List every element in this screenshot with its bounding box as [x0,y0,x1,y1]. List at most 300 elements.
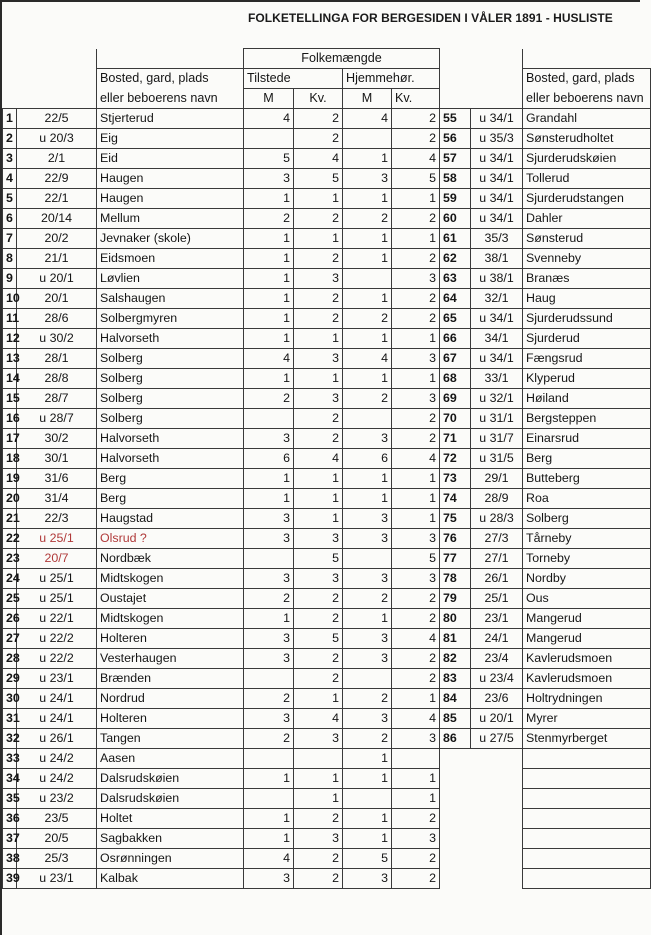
empty-name-cell [523,769,651,789]
property-ref: 28/9 [471,489,523,509]
property-ref: u 31/7 [471,429,523,449]
present-male: 1 [244,489,294,509]
resident-male: 2 [343,209,392,229]
place-name: Myrer [523,709,651,729]
present-male [244,789,294,809]
property-ref: u 27/5 [471,729,523,749]
property-ref: u 34/1 [471,309,523,329]
empty-cell [471,769,523,789]
row-number: 34 [3,769,17,789]
resident-male: 3 [343,629,392,649]
table-row [3,669,651,689]
property-ref: 31/6 [17,469,97,489]
property-ref: 27/3 [471,529,523,549]
property-ref: 2/1 [17,149,97,169]
present-female: 1 [294,689,343,709]
present-female: 2 [294,809,343,829]
present-female: 2 [294,309,343,329]
resident-female: 1 [392,189,440,209]
resident-male: 1 [343,489,392,509]
row-number: 86 [440,729,471,749]
present-male: 2 [244,689,294,709]
empty-cell [440,789,471,809]
property-ref: 24/1 [471,629,523,649]
present-male: 3 [244,649,294,669]
row-number: 79 [440,589,471,609]
place-name: Nordby [523,569,651,589]
resident-female: 4 [392,629,440,649]
row-number: 1 [3,109,17,129]
property-ref: u 35/3 [471,129,523,149]
present-male: 3 [244,709,294,729]
property-ref: 25/1 [471,589,523,609]
present-male: 1 [244,469,294,489]
property-ref: 22/3 [17,509,97,529]
resident-male: 1 [343,189,392,209]
table-row [3,849,651,869]
property-ref: u 24/1 [17,709,97,729]
table-row [3,569,651,589]
row-number: 29 [3,669,17,689]
row-number: 76 [440,529,471,549]
table-row [3,409,651,429]
empty-cell [471,749,523,769]
empty-cell [471,809,523,829]
table-row [3,689,651,709]
place-name: Kalbak [97,869,244,889]
property-ref: u 34/1 [471,109,523,129]
place-name: Nordbæk [97,549,244,569]
place-name: Holteren [97,629,244,649]
resident-female: 2 [392,809,440,829]
empty-name-cell [523,789,651,809]
present-female: 1 [294,189,343,209]
place-name: Solberg [97,369,244,389]
property-ref: 28/8 [17,369,97,389]
place-name: Haugstad [97,509,244,529]
property-ref: 22/9 [17,169,97,189]
property-ref: u 30/2 [17,329,97,349]
place-name: Haugen [97,189,244,209]
resident-female: 4 [392,449,440,469]
resident-female: 2 [392,589,440,609]
resident-female: 1 [392,769,440,789]
property-ref: u 23/4 [471,669,523,689]
present-male: 1 [244,329,294,349]
table-row [3,749,651,769]
resident-male: 1 [343,809,392,829]
row-number: 80 [440,609,471,629]
empty-name-cell [523,749,651,769]
resident-male: 1 [343,469,392,489]
resident-female: 5 [392,169,440,189]
present-male: 3 [244,509,294,529]
present-male: 1 [244,289,294,309]
row-number: 23 [3,549,17,569]
table-row [3,149,651,169]
place-name: Berg [97,469,244,489]
resident-female: 4 [392,709,440,729]
table-row [3,789,651,809]
place-name: Holteren [97,709,244,729]
property-ref: 38/1 [471,249,523,269]
present-female: 4 [294,149,343,169]
resident-male [343,549,392,569]
property-ref: u 34/1 [471,189,523,209]
empty-name-cell [523,869,651,889]
resident-male: 1 [343,369,392,389]
resident-male: 3 [343,649,392,669]
resident-male: 3 [343,509,392,529]
table-body [3,49,651,889]
table-row [3,609,651,629]
property-ref: u 32/1 [471,389,523,409]
place-name: Haug [523,289,651,309]
place-name: Eidsmoen [97,249,244,269]
row-number: 14 [3,369,17,389]
present-female: 2 [294,649,343,669]
row-number: 75 [440,509,471,529]
empty-cell [440,849,471,869]
present-female: 2 [294,849,343,869]
resident-female: 1 [392,229,440,249]
present-female: 3 [294,829,343,849]
place-name: Sønsterud [523,229,651,249]
property-ref: 28/7 [17,389,97,409]
place-name: Sjurderudssund [523,309,651,329]
property-ref: 20/2 [17,229,97,249]
row-number: 71 [440,429,471,449]
place-name: Holtet [97,809,244,829]
present-female: 1 [294,369,343,389]
table-row [3,709,651,729]
place-name: Sønsterudholtet [523,129,651,149]
table-row [3,529,651,549]
property-ref: u 28/3 [471,509,523,529]
place-name: Roa [523,489,651,509]
place-name: Dahler [523,209,651,229]
header-row-1 [3,49,651,69]
resident-male: 5 [343,849,392,869]
place-name: Butteberg [523,469,651,489]
present-male: 6 [244,449,294,469]
resident-male: 2 [343,589,392,609]
row-number: 26 [3,609,17,629]
property-ref: u 31/1 [471,409,523,429]
empty-name-cell [523,849,651,869]
place-name: Midtskogen [97,569,244,589]
present-female: 5 [294,549,343,569]
place-name: Tårneby [523,529,651,549]
row-number: 67 [440,349,471,369]
table-row [3,629,651,649]
property-ref: u 34/1 [471,169,523,189]
row-number: 81 [440,629,471,649]
property-ref: u 23/1 [17,869,97,889]
present-male: 4 [244,349,294,369]
place-name: Mellum [97,209,244,229]
row-number: 8 [3,249,17,269]
property-ref: u 20/3 [17,129,97,149]
property-ref: u 34/1 [471,149,523,169]
household-table [2,48,651,889]
table-row [3,469,651,489]
resident-female: 2 [392,409,440,429]
present-male [244,409,294,429]
row-number: 3 [3,149,17,169]
property-ref: 29/1 [471,469,523,489]
place-name: Branæs [523,269,651,289]
present-male: 2 [244,209,294,229]
row-number: 25 [3,589,17,609]
table-row [3,349,651,369]
place-name: Solberg [97,409,244,429]
present-female: 5 [294,629,343,649]
place-name: Sjurderudskøien [523,149,651,169]
row-number: 36 [3,809,17,829]
resident-male [343,789,392,809]
property-ref: u 25/1 [17,529,97,549]
present-male: 1 [244,369,294,389]
row-number: 4 [3,169,17,189]
place-name: Solberg [97,389,244,409]
present-female: 1 [294,509,343,529]
resident-male: 1 [343,249,392,269]
folkemaengde-header: Folkemængde [244,49,440,69]
tilstede-header: Tilstede [244,69,343,89]
place-name: Midtskogen [97,609,244,629]
row-number: 64 [440,289,471,309]
row-number: 66 [440,329,471,349]
document-title: FOLKETELLINGA FOR BERGESIDEN I VÅLER 1891 - HUSLISTE [248,11,613,25]
resident-female: 2 [392,609,440,629]
present-female: 1 [294,229,343,249]
row-number: 85 [440,709,471,729]
table-row [3,129,651,149]
table-row [3,249,651,269]
place-name: Einarsrud [523,429,651,449]
property-ref: 30/2 [17,429,97,449]
resident-female: 1 [392,789,440,809]
row-number: 72 [440,449,471,469]
place-name: Holtrydningen [523,689,651,709]
row-number: 38 [3,849,17,869]
table-row [3,489,651,509]
place-name: Dalsrudskøien [97,769,244,789]
property-ref: 28/1 [17,349,97,369]
place-name: Stenmyrberget [523,729,651,749]
resident-male: 6 [343,449,392,469]
property-ref: u 28/7 [17,409,97,429]
property-ref: 20/5 [17,829,97,849]
table-row [3,549,651,569]
row-number: 57 [440,149,471,169]
row-number: 20 [3,489,17,509]
place-name: Torneby [523,549,651,569]
resident-female: 3 [392,269,440,289]
present-male: 1 [244,309,294,329]
property-ref: u 38/1 [471,269,523,289]
header-row-2 [3,69,651,89]
place-name: Solberg [97,349,244,369]
place-name: Salshaugen [97,289,244,309]
place-name: Jevnaker (skole) [97,229,244,249]
present-female: 2 [294,249,343,269]
property-ref: 20/7 [17,549,97,569]
row-number: 74 [440,489,471,509]
empty-name-cell [523,809,651,829]
resident-female: 1 [392,469,440,489]
empty-cell [471,849,523,869]
resident-male: 1 [343,769,392,789]
resident-male: 1 [343,229,392,249]
place-name: Eid [97,149,244,169]
row-number: 59 [440,189,471,209]
row-number: 69 [440,389,471,409]
present-male [244,129,294,149]
place-name: Tangen [97,729,244,749]
place-name: Halvorseth [97,329,244,349]
property-ref: 21/1 [17,249,97,269]
table-row [3,869,651,889]
table-row [3,289,651,309]
property-ref: 26/1 [471,569,523,589]
row-number: 27 [3,629,17,649]
place-name: Solberg [523,509,651,529]
table-row [3,729,651,749]
hjemmehor-m-header: M [343,89,392,109]
row-number: 11 [3,309,17,329]
present-female [294,749,343,769]
resident-female: 2 [392,249,440,269]
present-female: 3 [294,349,343,369]
place-name: Kavlerudsmoen [523,669,651,689]
property-ref: 23/1 [471,609,523,629]
present-female: 2 [294,589,343,609]
place-name: Fængsrud [523,349,651,369]
place-name: Sagbakken [97,829,244,849]
place-name: Høiland [523,389,651,409]
table-row [3,829,651,849]
present-male: 2 [244,589,294,609]
place-name: Mangerud [523,609,651,629]
present-male: 3 [244,429,294,449]
empty-name-cell [523,829,651,849]
table-row [3,809,651,829]
place-name: Løvlien [97,269,244,289]
place-name: Kavlerudsmoen [523,649,651,669]
resident-female: 1 [392,369,440,389]
resident-female: 3 [392,529,440,549]
property-ref: 32/1 [471,289,523,309]
property-ref: u 20/1 [471,709,523,729]
place-name: Halvorseth [97,449,244,469]
resident-male: 1 [343,289,392,309]
place-name: Bergsteppen [523,409,651,429]
resident-female: 2 [392,129,440,149]
place-name: Brænden [97,669,244,689]
bosted-right-header-line1: Bosted, gard, plads [523,69,651,89]
tilstede-m-header: M [244,89,294,109]
table-row [3,429,651,449]
header-row-3 [3,89,651,109]
row-number: 10 [3,289,17,309]
resident-female: 1 [392,509,440,529]
row-number: 24 [3,569,17,589]
row-number: 28 [3,649,17,669]
resident-female: 3 [392,389,440,409]
present-female: 1 [294,469,343,489]
resident-female: 2 [392,109,440,129]
row-number: 31 [3,709,17,729]
row-number: 35 [3,789,17,809]
row-number: 60 [440,209,471,229]
empty-cell [440,869,471,889]
present-female: 2 [294,429,343,449]
present-female: 4 [294,709,343,729]
resident-male: 3 [343,709,392,729]
row-number: 39 [3,869,17,889]
empty-cell [440,809,471,829]
place-name: Haugen [97,169,244,189]
table-row [3,309,651,329]
resident-male [343,269,392,289]
resident-male [343,409,392,429]
resident-male: 4 [343,349,392,369]
place-name: Sjurderud [523,329,651,349]
present-male [244,549,294,569]
table-row [3,329,651,349]
row-number: 37 [3,829,17,849]
property-ref: 25/3 [17,849,97,869]
tilstede-kv-header: Kv. [294,89,343,109]
property-ref: u 25/1 [17,569,97,589]
present-female: 2 [294,109,343,129]
place-name: Aasen [97,749,244,769]
bosted-header-line1: Bosted, gard, plads [97,69,244,89]
row-number: 73 [440,469,471,489]
resident-female: 3 [392,349,440,369]
resident-female: 3 [392,729,440,749]
resident-male: 2 [343,309,392,329]
property-ref: 22/1 [17,189,97,209]
resident-female [392,749,440,769]
place-name: Berg [97,489,244,509]
present-female: 2 [294,129,343,149]
place-name: Solbergmyren [97,309,244,329]
property-ref: u 24/2 [17,769,97,789]
resident-male: 2 [343,689,392,709]
table-row [3,369,651,389]
present-female: 5 [294,169,343,189]
row-number: 2 [3,129,17,149]
resident-male: 3 [343,869,392,889]
place-name: Halvorseth [97,429,244,449]
resident-male [343,669,392,689]
present-male: 1 [244,809,294,829]
property-ref: u 22/2 [17,649,97,669]
property-ref: 20/1 [17,289,97,309]
present-female: 2 [294,609,343,629]
place-name: Tollerud [523,169,651,189]
row-number: 19 [3,469,17,489]
row-number: 58 [440,169,471,189]
present-female: 2 [294,289,343,309]
empty-cell [471,869,523,889]
resident-male: 3 [343,429,392,449]
hjemmehor-header: Hjemmehør. [343,69,440,89]
place-name: Klyperud [523,369,651,389]
